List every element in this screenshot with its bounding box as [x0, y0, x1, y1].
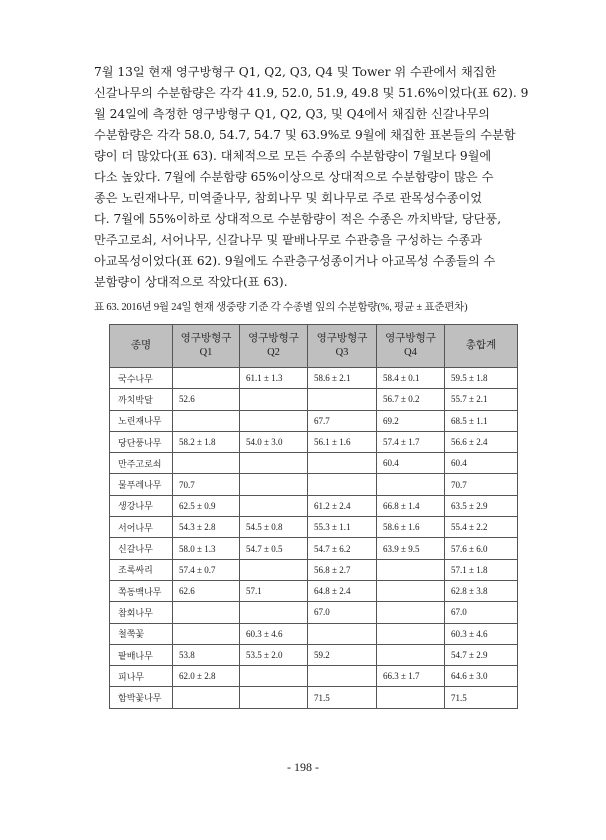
value-cell: 58.4 ± 0.1	[377, 368, 445, 389]
value-cell: 68.5 ± 1.1	[445, 410, 518, 431]
value-cell	[173, 368, 240, 389]
paragraph-line: 신갈나무의 수분함량은 각각 41.9, 52.0, 51.9, 49.8 및 51.6%이었다(표 62). 9	[94, 86, 529, 100]
column-header-text: 영구방형구	[180, 333, 232, 344]
value-cell	[240, 410, 308, 431]
species-name-cell: 만주고로쇠	[110, 453, 173, 474]
value-cell: 62.5 ± 0.9	[173, 495, 240, 516]
column-header	[445, 325, 518, 368]
value-cell: 57.4 ± 1.7	[377, 431, 445, 452]
value-cell: 62.8 ± 3.8	[445, 580, 518, 601]
column-header-text: Q1	[199, 347, 213, 358]
paragraph-line: 7월 13일 현재 영구방형구 Q1, Q2, Q3, Q4 및 Tower 위 수관에서 채집한	[94, 65, 497, 79]
value-cell	[240, 474, 308, 495]
table-row	[110, 410, 518, 431]
table-caption: 표 63. 2016년 9월 24일 현재 생중량 기준 각 수종별 잎의 수분함량(%, 평균 ± 표준편차)	[94, 302, 468, 313]
value-cell	[308, 474, 377, 495]
value-cell	[240, 453, 308, 474]
value-cell: 56.7 ± 0.2	[377, 389, 445, 410]
table-row	[110, 474, 518, 495]
value-cell: 57.6 ± 6.0	[445, 538, 518, 559]
table-row	[110, 495, 518, 516]
species-name-cell: 팥배나무	[110, 644, 173, 665]
value-cell	[240, 559, 308, 580]
paragraph-line: 분함량이 상대적으로 작았다(표 63).	[94, 275, 288, 289]
value-cell: 56.8 ± 2.7	[308, 559, 377, 580]
species-name-cell: 함박꽃나무	[110, 687, 173, 708]
table-row	[110, 644, 518, 665]
moisture-table	[109, 324, 518, 709]
paragraph-line: 종은 노린재나무, 미역줄나무, 참회나무 및 회나무로 주로 관목성수종이었	[94, 191, 483, 205]
value-cell	[173, 687, 240, 708]
value-cell	[308, 453, 377, 474]
value-cell	[173, 453, 240, 474]
species-name-cell: 신갈나무	[110, 538, 173, 559]
value-cell: 56.6 ± 2.4	[445, 431, 518, 452]
value-cell	[173, 410, 240, 431]
column-header	[240, 325, 308, 368]
species-name-cell: 당단풍나무	[110, 431, 173, 452]
value-cell: 55.3 ± 1.1	[308, 517, 377, 538]
table-row	[110, 687, 518, 708]
value-cell	[240, 495, 308, 516]
table-row	[110, 517, 518, 538]
paragraph-line: 아교목성이었다(표 62). 9월에도 수관층구성종이거나 아교목성 수종들의 수	[94, 254, 496, 268]
value-cell	[240, 687, 308, 708]
value-cell: 67.0	[445, 602, 518, 623]
value-cell	[308, 389, 377, 410]
column-header	[173, 325, 240, 368]
value-cell: 67.0	[308, 602, 377, 623]
value-cell: 66.3 ± 1.7	[377, 666, 445, 687]
value-cell: 71.5	[445, 687, 518, 708]
value-cell: 54.3 ± 2.8	[173, 517, 240, 538]
value-cell: 60.3 ± 4.6	[445, 623, 518, 644]
table-row	[110, 602, 518, 623]
value-cell: 69.2	[377, 410, 445, 431]
species-name-cell: 생강나무	[110, 495, 173, 516]
paragraph-line: 월 24일에 측정한 영구방형구 Q1, Q2, Q3, 및 Q4에서 채집한 신갈나무의	[94, 107, 490, 121]
value-cell: 53.5 ± 2.0	[240, 644, 308, 665]
species-name-cell: 철쭉꽃	[110, 623, 173, 644]
value-cell: 60.4	[377, 453, 445, 474]
column-header-text: 영구방형구	[316, 333, 368, 344]
value-cell	[377, 644, 445, 665]
value-cell	[377, 559, 445, 580]
value-cell: 64.8 ± 2.4	[308, 580, 377, 601]
value-cell	[377, 687, 445, 708]
value-cell: 60.4	[445, 453, 518, 474]
table-header-row	[110, 325, 518, 368]
value-cell: 54.0 ± 3.0	[240, 431, 308, 452]
value-cell	[377, 474, 445, 495]
column-header-text: 영구방형구	[248, 333, 299, 344]
value-cell: 57.4 ± 0.7	[173, 559, 240, 580]
value-cell: 63.5 ± 2.9	[445, 495, 518, 516]
value-cell: 57.1 ± 1.8	[445, 559, 518, 580]
species-name-cell: 국수나무	[110, 368, 173, 389]
paragraph-line: 다소 높았다. 7월에 수분함량 65%이상으로 상대적으로 수분함량이 많은 수	[94, 170, 494, 184]
value-cell: 60.3 ± 4.6	[240, 623, 308, 644]
value-cell: 58.6 ± 2.1	[308, 368, 377, 389]
value-cell: 58.2 ± 1.8	[173, 431, 240, 452]
value-cell	[240, 602, 308, 623]
column-header	[110, 325, 173, 368]
column-header-text: 종명	[130, 340, 152, 351]
table-row	[110, 559, 518, 580]
table-row	[110, 389, 518, 410]
value-cell	[308, 623, 377, 644]
species-name-cell: 참회나무	[110, 602, 173, 623]
paragraph-line: 만주고로쇠, 서어나무, 신갈나무 및 팥배나무로 수관층을 구성하는 수종과	[94, 233, 483, 247]
species-name-cell: 쪽동백나무	[110, 580, 173, 601]
species-name-cell: 서어나무	[110, 517, 173, 538]
value-cell	[240, 389, 308, 410]
species-name-cell: 조록싸리	[110, 559, 173, 580]
table-row	[110, 453, 518, 474]
column-header-text: Q2	[267, 347, 280, 358]
value-cell	[240, 666, 308, 687]
column-header-text: Q4	[404, 347, 417, 358]
value-cell: 61.2 ± 2.4	[308, 495, 377, 516]
value-cell: 55.4 ± 2.2	[445, 517, 518, 538]
value-cell: 70.7	[445, 474, 518, 495]
table-row	[110, 368, 518, 389]
value-cell: 63.9 ± 9.5	[377, 538, 445, 559]
value-cell: 59.5 ± 1.8	[445, 368, 518, 389]
table-body	[110, 368, 518, 709]
value-cell: 62.0 ± 2.8	[173, 666, 240, 687]
value-cell: 66.8 ± 1.4	[377, 495, 445, 516]
column-header-text: 영구방형구	[385, 333, 436, 344]
species-name-cell: 피나무	[110, 666, 173, 687]
value-cell: 55.7 ± 2.1	[445, 389, 518, 410]
value-cell: 70.7	[173, 474, 240, 495]
column-header	[308, 325, 377, 368]
value-cell	[377, 623, 445, 644]
value-cell: 59.2	[308, 644, 377, 665]
species-name-cell: 물푸레나무	[110, 474, 173, 495]
value-cell: 64.6 ± 3.0	[445, 666, 518, 687]
column-header-text: Q3	[335, 347, 349, 358]
paragraph-line: 수분함량은 각각 58.0, 54.7, 54.7 및 63.9%로 9월에 채집한 표본들의 수분함	[94, 128, 516, 142]
value-cell	[173, 602, 240, 623]
column-header	[377, 325, 445, 368]
value-cell: 54.7 ± 0.5	[240, 538, 308, 559]
value-cell: 61.1 ± 1.3	[240, 368, 308, 389]
value-cell: 57.1	[240, 580, 308, 601]
paragraph-line: 다. 7월에 55%이하로 상대적으로 수분함량이 적은 수종은 까치박달, 당단풍,	[94, 212, 502, 226]
body-paragraph	[94, 62, 529, 293]
value-cell: 71.5	[308, 687, 377, 708]
value-cell: 58.6 ± 1.6	[377, 517, 445, 538]
value-cell	[377, 580, 445, 601]
value-cell: 62.6	[173, 580, 240, 601]
table-row	[110, 538, 518, 559]
value-cell: 54.7 ± 6.2	[308, 538, 377, 559]
table-row	[110, 580, 518, 601]
table-row	[110, 623, 518, 644]
value-cell: 54.7 ± 2.9	[445, 644, 518, 665]
value-cell: 54.5 ± 0.8	[240, 517, 308, 538]
page-number: - 198 -	[287, 760, 319, 774]
value-cell: 56.1 ± 1.6	[308, 431, 377, 452]
value-cell	[377, 602, 445, 623]
value-cell: 53.8	[173, 644, 240, 665]
column-header-text: 총합계	[465, 340, 497, 351]
value-cell	[173, 623, 240, 644]
species-name-cell: 까치박달	[110, 389, 173, 410]
value-cell	[308, 666, 377, 687]
value-cell: 67.7	[308, 410, 377, 431]
paragraph-line: 량이 더 많았다(표 63). 대체적으로 모든 수종의 수분함량이 7월보다 9월에	[94, 149, 492, 163]
value-cell: 52.6	[173, 389, 240, 410]
table-row	[110, 431, 518, 452]
species-name-cell: 노린재나무	[110, 410, 173, 431]
value-cell: 58.0 ± 1.3	[173, 538, 240, 559]
table-row	[110, 666, 518, 687]
